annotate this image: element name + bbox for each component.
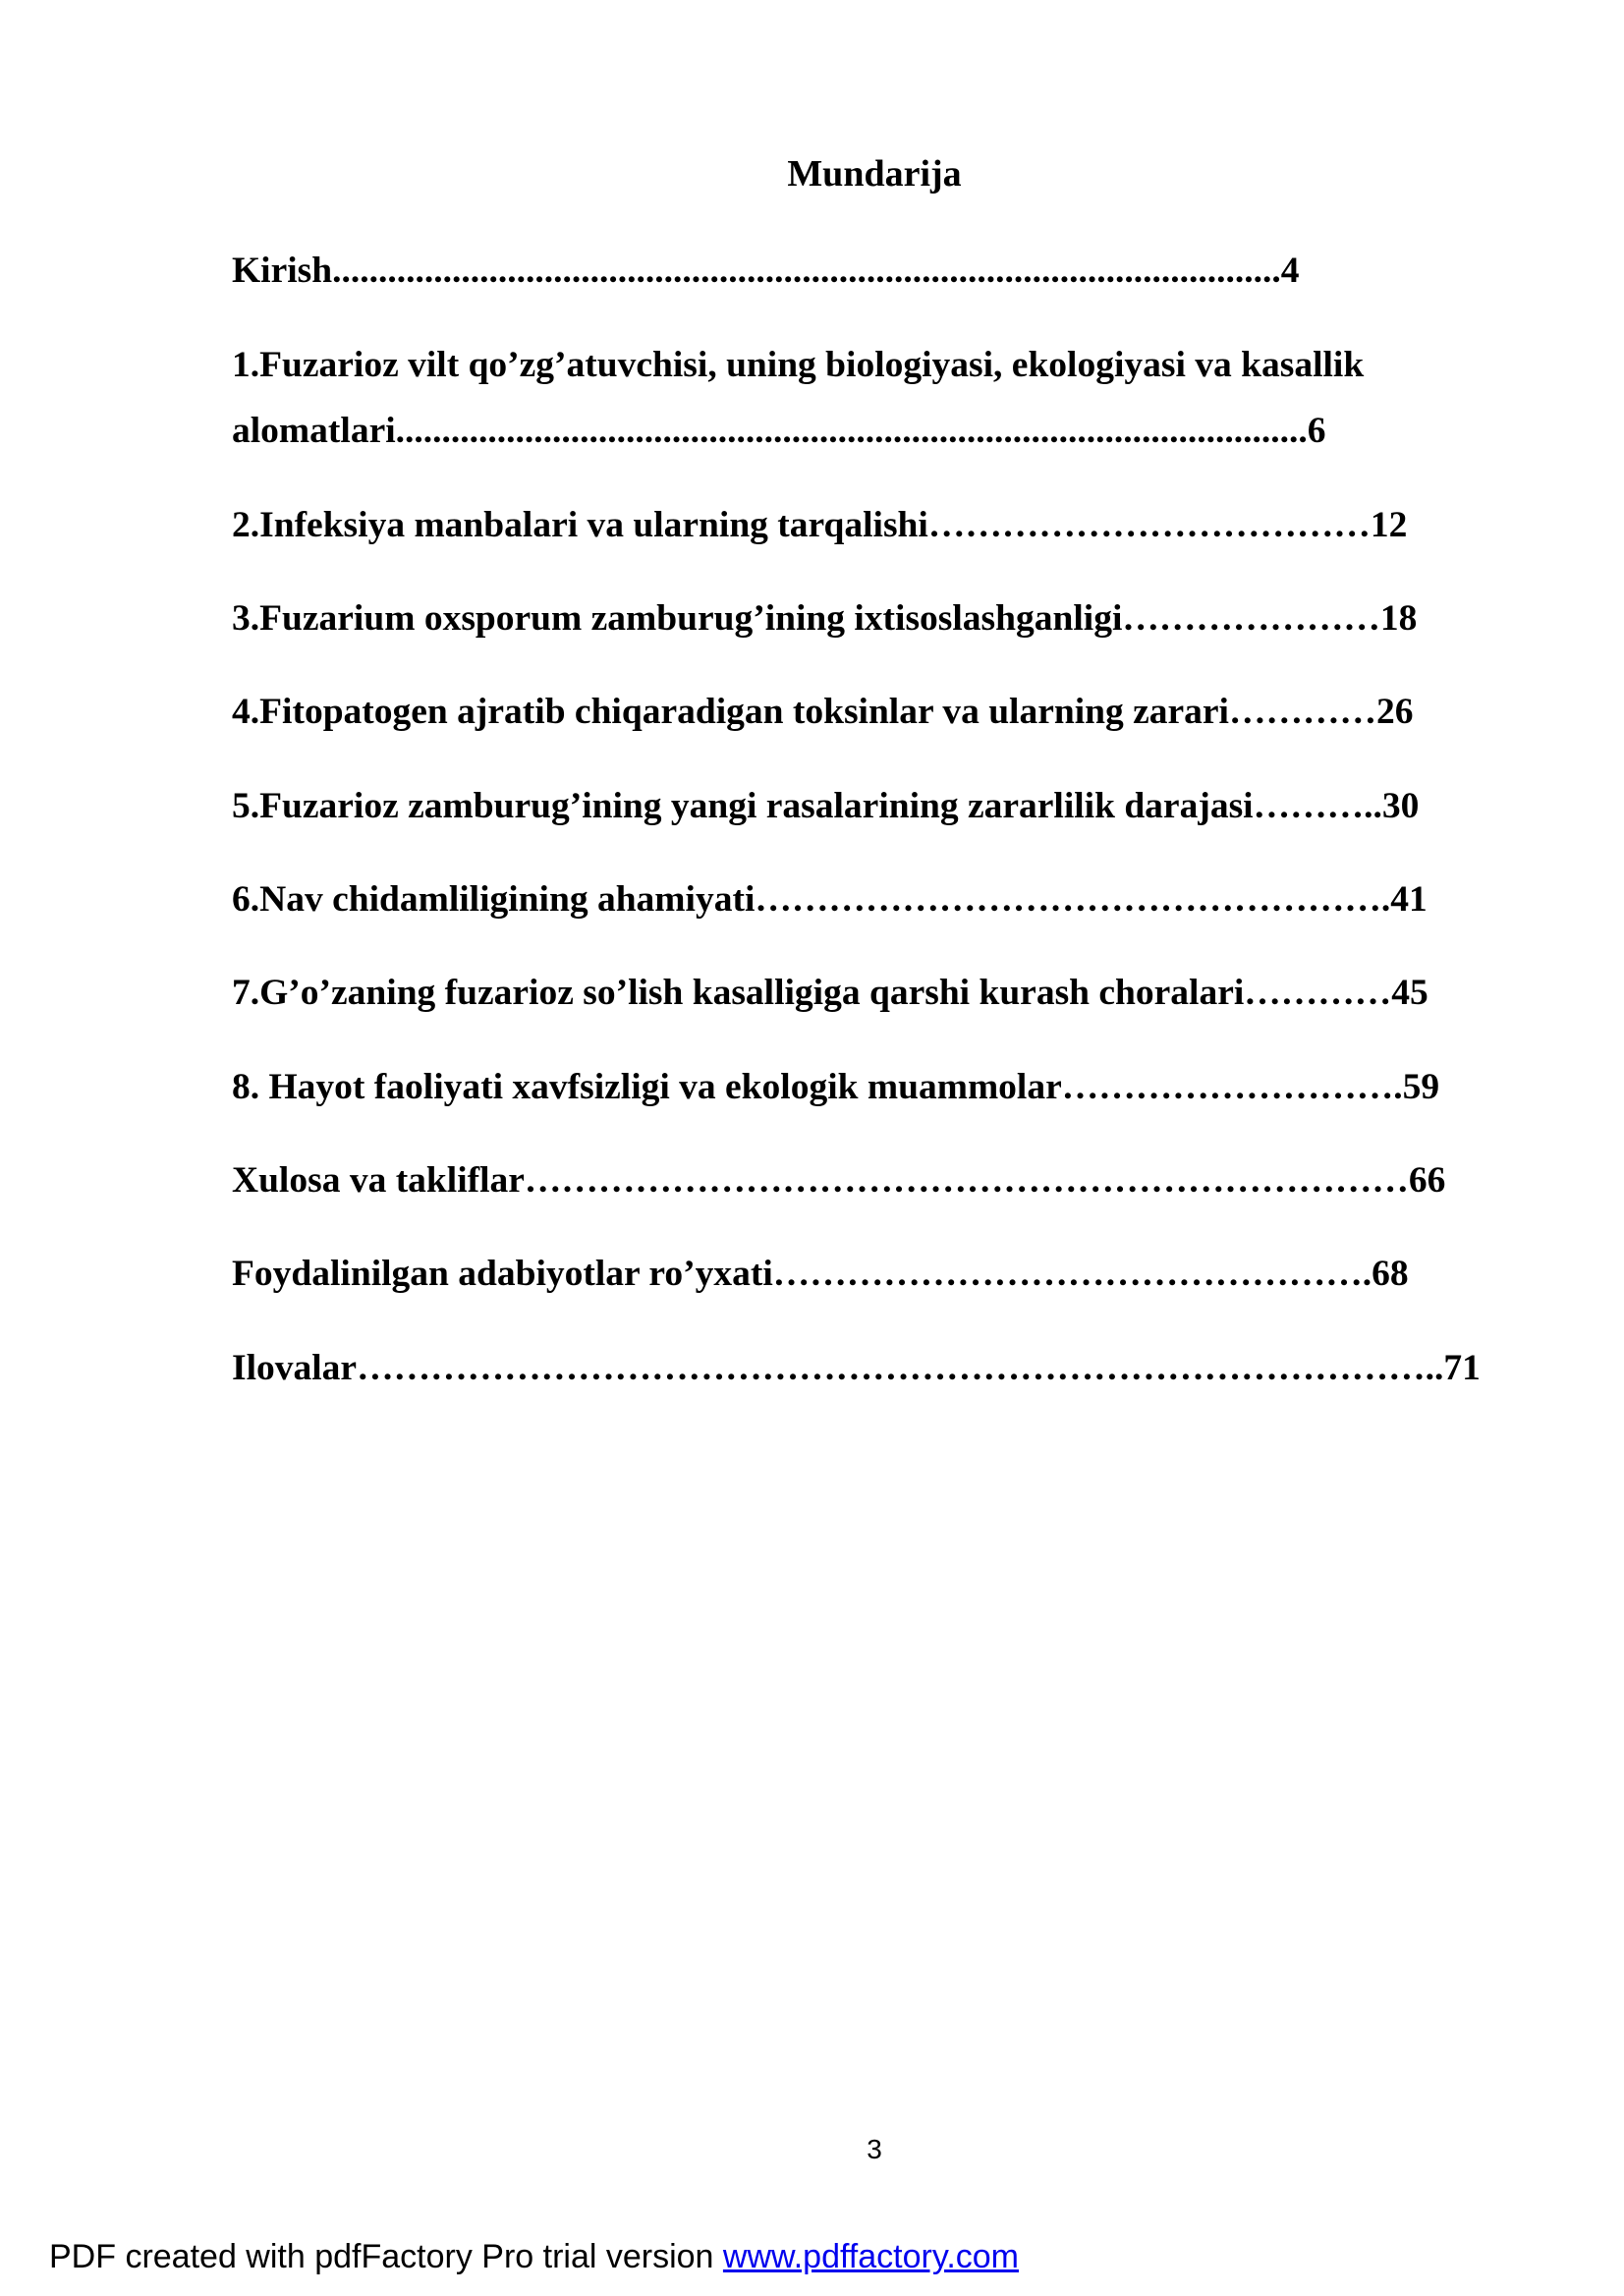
toc-entry-xulosa: Xulosa va takliflar………………………………………………………………66: [232, 1160, 1446, 1201]
pdf-footer: [49, 2238, 1019, 2276]
toc-entry-5: 5.Fuzarioz zamburug’ining yangi rasalarining zararlilik darajasi………..30: [232, 786, 1420, 826]
toc-entry-kirish: Kirish.......................................................................................................4: [232, 251, 1300, 291]
footer-text: PDF created with pdfFactory Pro trial version: [49, 2238, 723, 2275]
toc-entry-3: 3.Fuzarium oxsporum zamburug’ining ixtisoslashganligi…………………18: [232, 598, 1418, 639]
toc-entry-8: 8. Hayot faoliyati xavfsizligi va ekologik muammolar……………………….59: [232, 1067, 1440, 1107]
toc-entry-adabiyotlar: Foydalinilgan adabiyotlar ro’yxati………………………………………….68: [232, 1254, 1409, 1294]
toc-entry-1-line-1: 1.Fuzarioz vilt qo’zg’atuvchisi, uning biologiyasi, ekologiyasi va kasallik: [232, 345, 1365, 385]
toc-entry-4: 4.Fitopatogen ajratib chiqaradigan toksinlar va ularning zarari…………26: [232, 692, 1414, 732]
page-title: Mundarija: [787, 153, 962, 195]
toc-entry-6: 6.Nav chidamliligining ahamiyati…………………………………………….41: [232, 879, 1428, 920]
toc-entry-ilovalar: Ilovalar……………………………………………………………………………..71: [232, 1348, 1481, 1388]
toc-entry-7: 7.G’o’zaning fuzarioz so’lish kasalligiga qarshi kurash choralari…………45: [232, 973, 1428, 1013]
page-number: 3: [867, 2134, 882, 2164]
footer-link[interactable]: www.pdffactory.com: [722, 2238, 1019, 2275]
toc-entry-1-line-2: alomatlari...................................................................................................6: [232, 411, 1326, 451]
toc-entry-2: 2.Infeksiya manbalari va ularning tarqalishi………………………………12: [232, 505, 1408, 545]
